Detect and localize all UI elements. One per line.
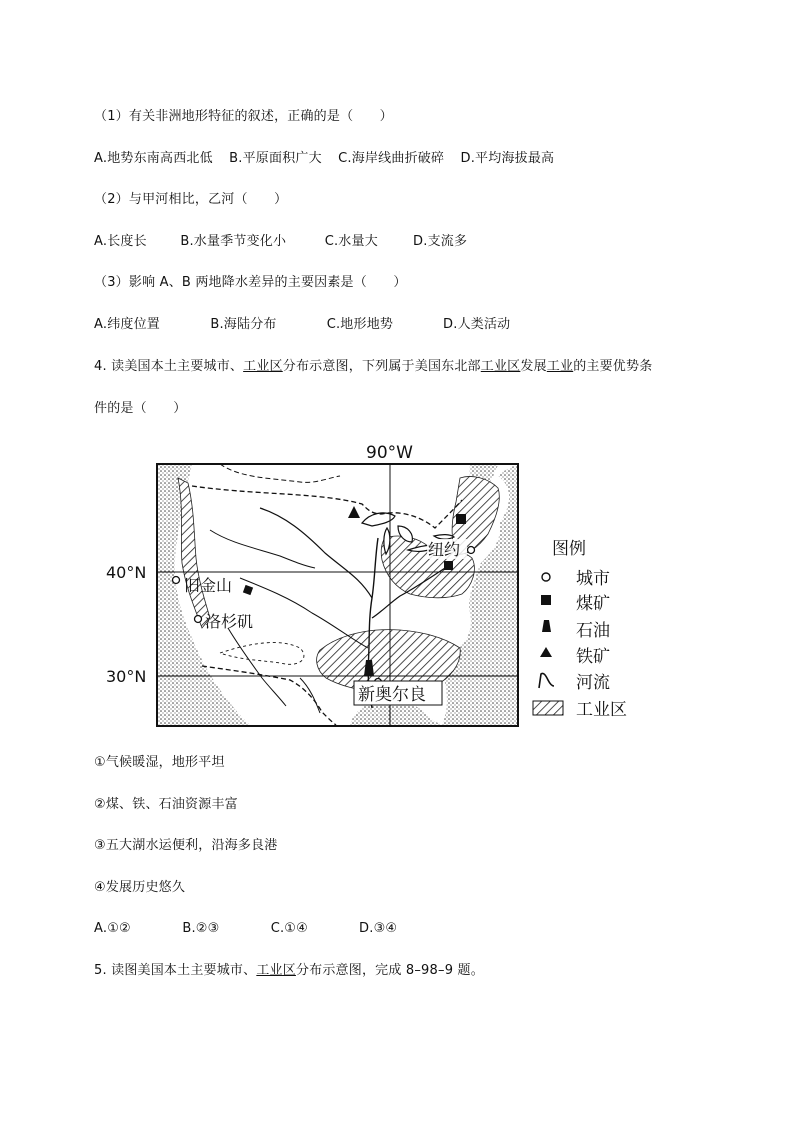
city-label-san-francisco: 旧金山 (184, 576, 233, 595)
latitude-30-label: 30°N (106, 667, 147, 686)
q4-option-a[interactable]: A.①② (94, 921, 131, 936)
q3-option-c[interactable]: C.地形地势 (326, 317, 394, 332)
q4-underlined-term: 工业区 (480, 359, 521, 374)
city-marker-san-francisco (173, 577, 180, 584)
latitude-40-label: 40°N (106, 563, 147, 582)
q1-option-a[interactable]: A.地势东南高西北低 (94, 151, 213, 166)
q4-stem-part: 分布示意图，下列属于美国东北部 (282, 359, 481, 374)
meridian-label: 90°W (366, 443, 413, 463)
legend-city-icon (542, 573, 550, 581)
question-3-stem: （3）影响 A、B 两地降水差异的主要因素是（ ） (94, 275, 407, 290)
city-marker-new-york (468, 547, 475, 554)
q5-stem-part: 分布示意图，完成 8–98–9 题。 (295, 963, 484, 978)
question-4-stem (94, 358, 652, 376)
legend-iron-icon (540, 647, 552, 657)
legend-city-label: 城市 (576, 569, 610, 589)
question-1-options (94, 150, 554, 168)
q5-stem-part: 5. 读图美国本土主要城市、 (94, 963, 257, 978)
question-5-stem (94, 962, 484, 980)
q2-option-b[interactable]: B.水量季节变化小 (180, 234, 287, 249)
q3-option-b[interactable]: B.海陆分布 (210, 317, 277, 332)
statement-3: ③五大湖水运便利，沿海多良港 (94, 838, 278, 853)
usa-industrial-map (100, 438, 660, 738)
q4-stem-part: 的主要优势条 (573, 359, 653, 374)
q4-option-b[interactable]: B.②③ (182, 921, 220, 936)
q4-underlined-term: 工业 (546, 359, 574, 374)
question-4-options (94, 920, 397, 938)
q2-option-d[interactable]: D.支流多 (413, 234, 468, 249)
q4-underlined-term: 工业区 (243, 359, 283, 374)
q4-option-c[interactable]: C.①④ (270, 921, 309, 936)
legend-river-icon (539, 673, 554, 688)
q1-option-b[interactable]: B.平原面积广大 (229, 151, 322, 166)
statement-1: ①气候暖湿，地形平坦 (94, 755, 225, 770)
city-label-los-angeles: 洛杉矶 (205, 612, 254, 631)
legend-industrial-label: 工业区 (576, 700, 627, 720)
question-3-options (94, 316, 510, 334)
q1-option-d[interactable]: D.平均海拔最高 (460, 151, 555, 166)
legend-coal-icon (541, 595, 551, 605)
legend-title: 图例 (552, 539, 586, 559)
q2-option-a[interactable]: A.长度长 (94, 234, 147, 249)
statement-4: ④发展历史悠久 (94, 880, 186, 895)
legend-oil-icon (542, 620, 551, 632)
legend-river-label: 河流 (576, 673, 610, 693)
q3-option-a[interactable]: A.纬度位置 (94, 317, 160, 332)
q3-option-d[interactable]: D.人类活动 (443, 317, 511, 332)
city-marker-los-angeles (195, 616, 202, 623)
statement-2: ②煤、铁、石油资源丰富 (94, 797, 238, 812)
q4-stem-part: 4. 读美国本土主要城市、 (94, 359, 244, 374)
q4-option-d[interactable]: D.③④ (359, 921, 398, 936)
legend-oil-label: 石油 (576, 621, 610, 641)
question-4-stem-line2: 件的是（ ） (94, 401, 187, 416)
legend-industrial-icon (533, 701, 563, 715)
question-1-stem: （1）有关非洲地形特征的叙述，正确的是（ ） (94, 109, 393, 124)
question-2-stem: （2）与甲河相比，乙河（ ） (94, 192, 288, 207)
q5-underlined-term: 工业区 (256, 963, 296, 978)
city-label-new-orleans: 新奥尔良 (358, 685, 426, 705)
q1-option-c[interactable]: C.海岸线曲折破碎 (338, 151, 445, 166)
q4-stem-part: 发展 (520, 359, 547, 374)
q2-option-c[interactable]: C.水量大 (324, 234, 378, 249)
coal-mine-marker-ne (456, 514, 466, 524)
city-label-new-york: 纽约 (428, 540, 461, 559)
question-2-options (94, 233, 467, 251)
legend-coal-label: 煤矿 (576, 594, 610, 614)
legend-iron-label: 铁矿 (576, 647, 610, 667)
coal-mine-marker-east (444, 561, 453, 570)
